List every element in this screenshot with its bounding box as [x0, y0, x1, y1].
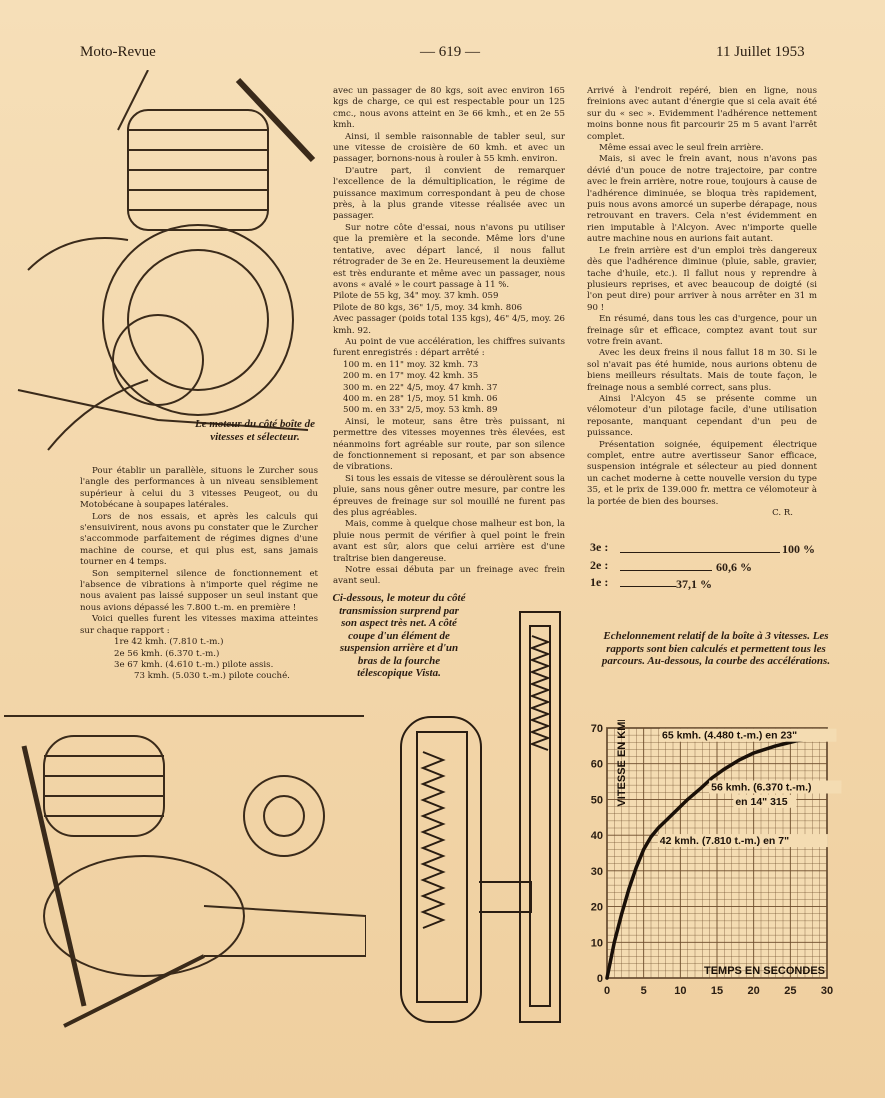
col1-paragraph: Lors de nos essais, et après les calculs qui s'ensuivirent, nous avons pu constater que le Zurcher s'accommode parfaitement de régimes dignes d'une machine de course, et qui plus est, sans jamais tourner en 4 temps. — [80, 511, 318, 568]
col3-paragraph: Avec les deux freins il nous fallut 18 m 30. Si le sol n'avait pas été humide, nous aurions obtenu de biens meilleurs résultats. Mais de toute façon, le freinage nous a semblé correct, sans plus. — [587, 348, 817, 393]
y-tick-label: 0 — [596, 973, 603, 985]
column-2-text — [333, 86, 565, 588]
col2-paragraph: Notre essai débuta par un freinage avec frein avant seul. — [333, 565, 565, 587]
climb-result: Avec passager (poids total 135 kgs), 46" 4/5, moy. 26 kmh. 92. — [333, 314, 565, 336]
x-tick-label: 0 — [603, 985, 611, 997]
acceleration-row: 100 m. en 11" moy. 32 kmh. 73 — [343, 359, 479, 370]
col1-paragraph: Pour établir un parallèle, situons le Zurcher sous l'angle des performances à un niveau sensiblement supérieur à celui du 3 vitesses Peugeot, ou du Motobécane à soupapes latérales. — [80, 466, 318, 511]
col2-paragraph: Ainsi, il semble raisonnable de tabler seul, sur une vitesse de croisière de 60 kmh. et avec un passager, bornons-nous à rouler à 55 kmh. environ. — [333, 131, 565, 165]
col3-paragraph: En résumé, dans tous les cas d'urgence, pour un freinage sûr et efficace, comptez avant tout sur votre frein avant. — [587, 314, 817, 347]
engine-transmission-svg — [4, 706, 366, 1036]
header-date: 11 Juillet 1953 — [716, 44, 805, 60]
col3-paragraph: Mais, si avec le frein avant, nous n'avons pas dévié d'un pouce de notre trajectoire, par contre avec le frein arrière, notre roue, toujours à cause de l'adhérence diminuée, se bloqua très rapidement, puis nous avons amorcé un superbe dérapage, nous retrouvant en travers. Cela n'est évidemment en rien imputable à l'Alcyon. Avec n'importe quelle autre machine nous en aurions fait autant. — [587, 154, 817, 245]
acceleration-row: 500 m. en 33" 2/5, moy. 53 kmh. 89 — [343, 405, 498, 416]
y-axis-label: VITESSE EN KMH — [616, 720, 628, 807]
column-1-text — [80, 466, 318, 683]
gear-label-3: 3e : — [590, 540, 609, 554]
curve-annotation: en 14" 315 — [735, 795, 788, 808]
y-tick-label: 40 — [590, 830, 603, 843]
engine-gearbox-illustration — [8, 70, 320, 452]
x-tick-label: 15 — [710, 985, 724, 997]
x-tick-label: 30 — [820, 985, 834, 997]
telescopic-fork-cutaway — [510, 606, 572, 1032]
gear-value-1: 37,1 % — [676, 577, 712, 591]
y-tick-label: 20 — [590, 901, 603, 914]
gear-bar-2 — [620, 570, 712, 571]
x-tick-label: 10 — [674, 985, 687, 997]
col3-paragraph: Même essai avec le seul frein arrière. — [599, 143, 764, 154]
x-tick-label: 5 — [640, 985, 647, 997]
engine-drawing-svg — [8, 70, 320, 452]
col3-paragraph: Ainsi l'Alcyon 45 se présente comme un vélomoteur d'un pilotage facile, d'une utilisation reposante, manquant cependant d'un peu de puissance. — [587, 393, 817, 439]
gear-bar-3 — [620, 552, 780, 553]
gear-bar-1 — [620, 586, 676, 587]
gear-value-3: 100 % — [782, 542, 815, 556]
speed-item: 1re 42 kmh. (7.810 t.-m.) — [114, 637, 224, 648]
y-tick-label: 10 — [590, 937, 603, 950]
engine-transmission-illustration — [4, 706, 366, 1036]
acceleration-chart — [585, 720, 845, 1010]
gear-label-1: 1e : — [590, 575, 609, 589]
acceleration-row: 400 m. en 28" 1/5, moy. 51 kmh. 06 — [343, 393, 498, 404]
speed-list — [80, 637, 318, 683]
x-axis-label: TEMPS EN SECONDES — [703, 965, 825, 977]
col2-paragraph: Ainsi, le moteur, sans être très puissant, ni permettre des vitesses moyennes très élevées, est néanmoins fort agréable sur route, par son silence de fonctionnement si reposant, et par son absence de vibrations. — [333, 416, 565, 473]
col1-paragraph: Son sempiternel silence de fonctionnement et l'absence de vibrations à n'importe quel régime ne nous avaient pas laissé supposer un seul instant que nous avions dépassé les 7.800 t.-m. en première ! — [80, 568, 318, 613]
header-page-number: — 619 — — [420, 44, 480, 60]
gear-value-2: 60,6 % — [716, 560, 752, 574]
x-tick-label: 20 — [747, 985, 760, 997]
fork-cutaway-svg — [510, 606, 572, 1032]
speed-item: 2e 56 kmh. (6.370 t.-m.) — [114, 648, 220, 659]
transmission-caption: Ci-dessous, le moteur du côté transmission surprend par son aspect très net. A côté coupe d'un élément de suspension arrière et d'un bras de la fourche télescopique Vista. — [332, 592, 466, 679]
col2-paragraph: Sur notre côte d'essai, nous n'avons pu utiliser que la première et la seconde. Même lors d'une tentative, avec départ lancé, il nous fallut rétrograder de 3e en 2e. Heureusement la deuxième est très endurante et même avec un passager, nous avons « avalé » le court passage à 11 %. — [333, 222, 565, 290]
x-tick-label: 25 — [784, 985, 797, 997]
col3-paragraph: Présentation soignée, équipement électrique complet, entre autre avertisseur Sanor efficace, suspension intégrale et sélecteur au pied donnent un cachet moderne à cette nouvelle version du type 35, et le prix de 139.000 fr. mettra ce vélomoteur à la portée de bien des bourses. — [587, 439, 817, 507]
acceleration-table — [333, 360, 565, 417]
acceleration-row: 300 m. en 22" 4/5, moy. 47 kmh. 37 — [343, 382, 498, 393]
col2-paragraph: Si tous les essais de vitesse se déroulèrent sous la pluie, sans nous gêner outre mesure, par contre les épreuves de freinage sur sol mouillé ne furent pas des plus agréables. — [333, 473, 565, 519]
author-signature: C. R. — [772, 508, 793, 519]
climb-result: Pilote de 80 kgs, 36" 1/5, moy. 34 kmh. 806 — [333, 302, 523, 313]
acceleration-chart-svg — [585, 720, 845, 1010]
top-illustration-caption: Le moteur du côté boîte de vitesses et sélecteur. — [194, 418, 316, 443]
col2-paragraph: avec un passager de 80 kgs, soit avec environ 165 kgs de charge, ce qui est respectable pour un 125 cmc., nous avons atteint en 3e 66 kmh., et en 2e 55 kmh. — [333, 86, 565, 131]
col1-paragraph: Voici quelles furent les vitesses maxima atteintes sur chaque rapport : — [80, 614, 318, 636]
col2-paragraph: Mais, comme à quelque chose malheur est bon, la pluie nous permit de vérifier à quel point le frein avant est sûr, alors que celui arrière est d'une traîtrise bien dangereuse. — [333, 519, 565, 564]
speed-item: 73 kmh. (5.030 t.-m.) pilote couché. — [134, 671, 290, 682]
curve-annotation: 42 kmh. (7.810 t.-m.) en 7" — [659, 835, 790, 848]
col2-paragraph: D'autre part, il convient de remarquer l'excellence de la démultiplication, le régime de puissance maximum correspondant à peu de chose près, à la plus grande vitesse réalisée avec un passager. — [333, 165, 565, 222]
y-tick-label: 30 — [590, 865, 603, 878]
col3-paragraph: Le frein arrière est d'un emploi très dangereux dès que l'adhérence diminue (pluie, sable, gravier, tache d'huile, etc.). Il fallut nous y reprendre à plusieurs reprises, et avec beaucoup de doigté (si l'on peut dire) pour arriver à nous arrêter en 31 m 90 ! — [587, 245, 817, 313]
gears-caption: Echelonnement relatif de la boîte à 3 vitesses. Les rapports sont bien calculés et permettent tous les parcours. Au-dessous, la courbe des accélérations. — [601, 630, 831, 667]
acceleration-row: 200 m. en 17" moy. 42 kmh. 35 — [343, 371, 479, 382]
column-3-text — [587, 86, 817, 519]
header-left: Moto-Revue — [80, 44, 156, 60]
y-tick-label: 50 — [590, 794, 603, 807]
col2-paragraph: Au point de vue accélération, les chiffres suivants furent enregistrés : départ arrêté : — [333, 336, 565, 359]
curve-annotation: 56 kmh. (6.370 t.-m.) — [711, 781, 812, 794]
y-tick-label: 70 — [590, 723, 603, 735]
y-tick-label: 60 — [590, 758, 603, 771]
speed-item: 3e 67 kmh. (4.610 t.-m.) pilote assis. — [114, 659, 274, 670]
curve-annotation: 65 kmh. (4.480 t.-m.) en 23" — [662, 729, 798, 742]
climb-result: Pilote de 55 kg, 34" moy. 37 kmh. 059 — [333, 291, 499, 302]
gear-label-2: 2e : — [590, 558, 609, 572]
col3-paragraph: Arrivé à l'endroit repéré, bien en ligne, nous freinions avec autant d'énergie que si cela avait été sur du « sec ». Evidemment l'adhérence nettement moins bonne nous fit parcourir 25 m 5 avant l'arrêt complet. — [587, 86, 817, 142]
